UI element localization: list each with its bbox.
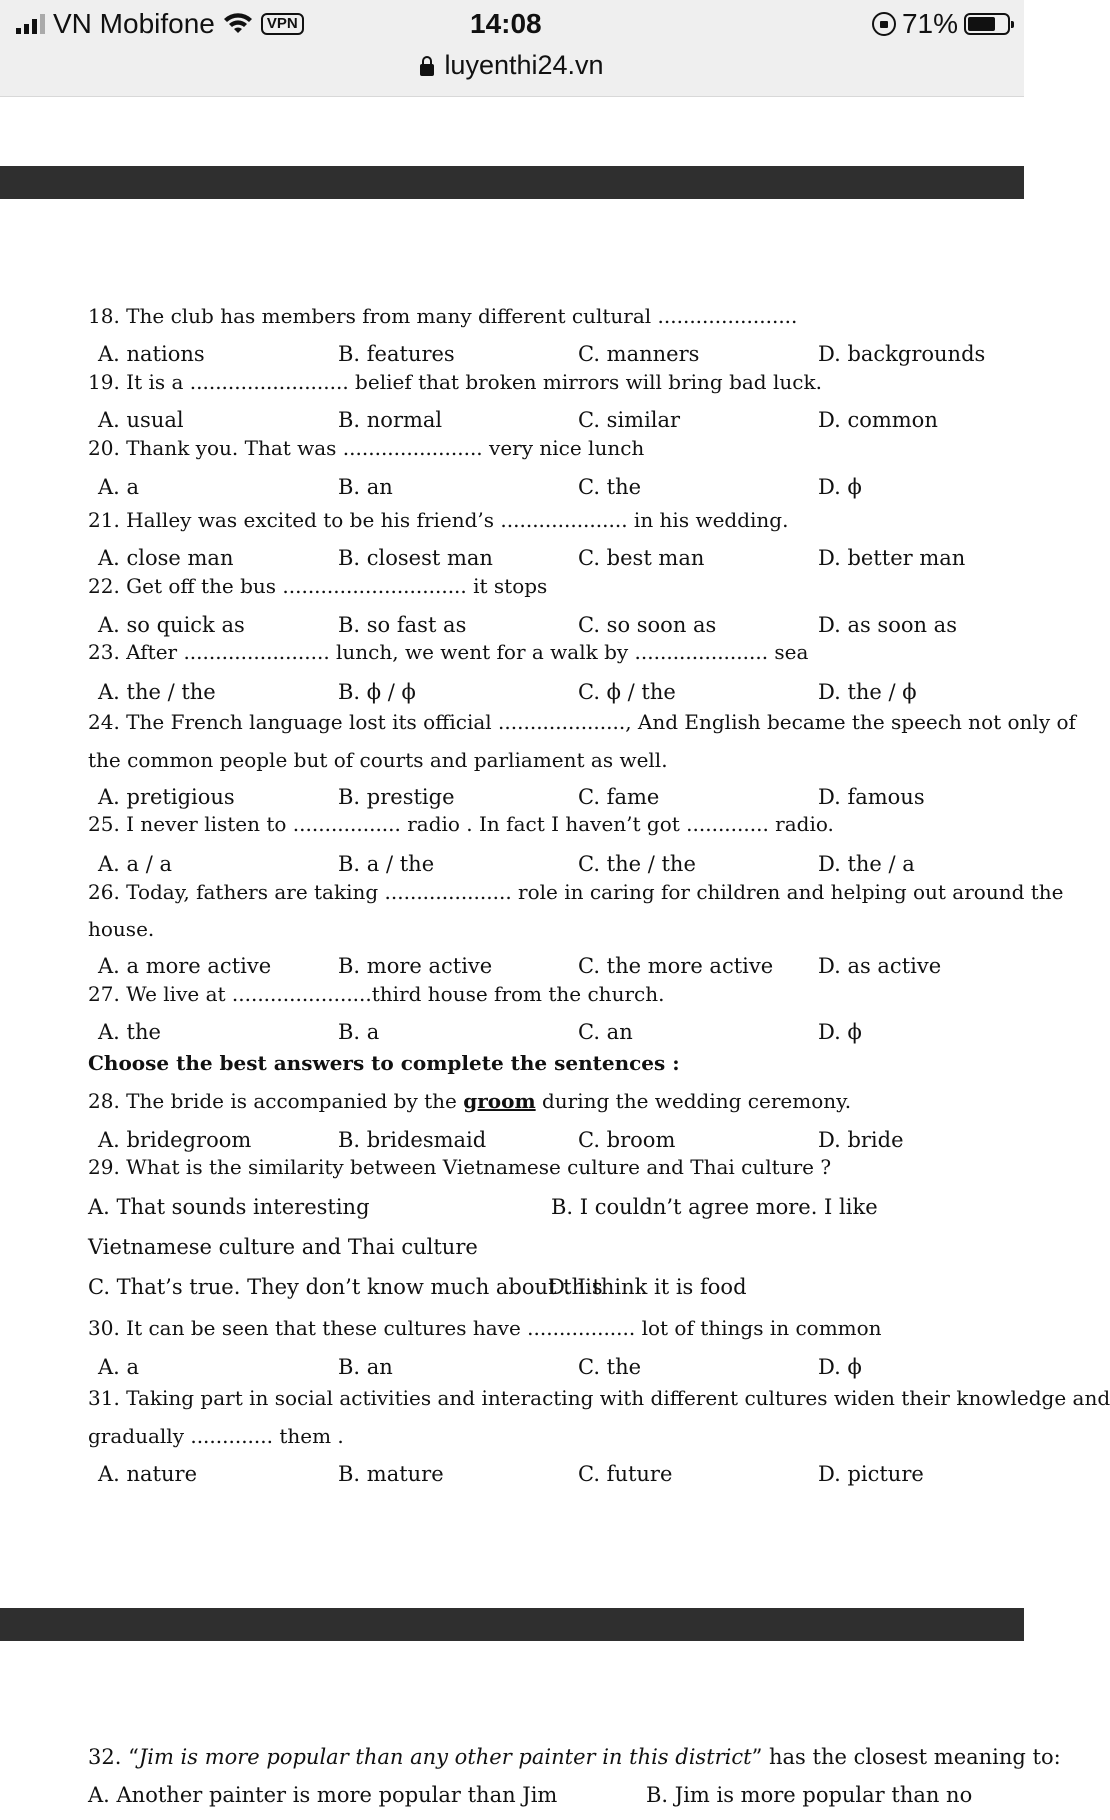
option-b: B. prestige [338,785,455,809]
option-b: B. so fast as [338,613,467,637]
question-text: 18. The club has members from many different cultural ...................... [88,304,798,328]
page-divider [0,1608,1024,1641]
option-c: C. best man [578,546,705,570]
question-text-cont: house. [88,917,155,941]
option-b: B. mature [338,1462,444,1486]
option-b: B. bridesmaid [338,1128,487,1152]
question-text [88,1745,1061,1769]
option-b: B. Jim is more popular than no [646,1783,973,1807]
question-text: 22. Get off the bus ............................. it stops [88,574,548,598]
option-a: A. so quick as [98,613,245,637]
option-b: B. an [338,1355,393,1379]
status-right [872,8,1010,40]
question-text: 30. It can be seen that these cultures have ................. lot of things in common [88,1316,882,1340]
option-c: C. fame [578,785,660,809]
option-c: C. the / the [578,852,696,876]
option-c: C. ϕ / the [578,680,676,704]
option-d: D. better man [818,546,966,570]
question-text: 29. What is the similarity between Vietnamese culture and Thai culture ? [88,1155,832,1179]
section-heading: Choose the best answers to complete the sentences : [88,1051,680,1075]
status-time: 14:08 [470,8,542,39]
option-d: D. ϕ [818,475,862,499]
option-a: A. Another painter is more popular than Jim [88,1783,558,1807]
rotation-lock-icon [872,12,896,36]
option-c: C. the [578,1355,642,1379]
question-text [88,1089,851,1113]
option-d: D. the / a [818,852,915,876]
option-a: A. usual [98,408,184,432]
option-b: B. an [338,475,393,499]
option-b: B. a / the [338,852,435,876]
option-d: D. famous [818,785,925,809]
option-a: A. bridegroom [98,1128,252,1152]
option-b: B. I couldn’t agree more. I like [551,1195,878,1219]
option-c: C. manners [578,342,700,366]
option-a: A. a more active [98,954,272,978]
option-a: A. nature [98,1462,197,1486]
question-text-cont: gradually ............. them . [88,1424,344,1448]
option-d: D. backgrounds [818,342,986,366]
status-left [16,8,304,40]
option-c: C. future [578,1462,673,1486]
question-suffix: ” has the closest meaning to: [751,1745,1061,1769]
address-bar[interactable] [0,50,1024,81]
signal-icon [16,14,45,34]
option-d: D. as active [818,954,942,978]
option-c: C. similar [578,408,681,432]
option-c: C. broom [578,1128,676,1152]
question-text-cont: the common people but of courts and parliament as well. [88,748,668,772]
question-text: 25. I never listen to ................. radio . In fact I haven’t got ............. radio. [88,812,834,836]
question-suffix: during the wedding ceremony. [535,1089,852,1113]
quoted-sentence: Jim is more popular than any other painter in this district [138,1745,752,1769]
option-a: A. the / the [98,680,216,704]
carrier-name: VN Mobifone [53,8,215,39]
battery-percent: 71% [901,8,958,39]
question-text: 24. The French language lost its official ...................., And English became the speech not only of [88,710,1076,734]
vpn-badge: VPN [261,13,304,35]
question-text: 20. Thank you. That was ...................... very nice lunch [88,436,645,460]
option-a: A. close man [98,546,234,570]
option-c: C. an [578,1020,633,1044]
battery-icon [964,13,1010,35]
question-text: 19. It is a ......................... belief that broken mirrors will bring bad luck. [88,370,822,394]
option-d: D. common [818,408,938,432]
option-a: A. a [98,1355,140,1379]
option-d: D. ϕ [818,1020,862,1044]
question-prefix: 28. The bride is accompanied by the [88,1089,464,1113]
option-c: C. the [578,475,642,499]
lock-icon [420,64,434,76]
question-text: 26. Today, fathers are taking .................... role in caring for children and helping out around the [88,880,1064,904]
option-a: A. the [98,1020,161,1044]
status-bar [0,0,1024,97]
question-prefix: 32. “ [88,1745,139,1769]
option-c: C. so soon as [578,613,717,637]
option-b: B. normal [338,408,443,432]
option-a: A. nations [98,342,205,366]
question-text: 27. We live at ......................third house from the church. [88,982,665,1006]
underlined-word: groom [463,1089,536,1113]
question-text: 31. Taking part in social activities and interacting with different cultures widen their knowledge and [88,1386,1110,1410]
option-a: A. pretigious [98,785,235,809]
option-a: A. a / a [98,852,172,876]
option-b-cont: Vietnamese culture and Thai culture [88,1235,478,1259]
option-d: D. I think it is food [548,1275,747,1299]
option-d: D. picture [818,1462,924,1486]
option-b: B. ϕ / ϕ [338,680,416,704]
question-text: 23. After ....................... lunch, we went for a walk by ..................... sea [88,640,809,664]
page-divider [0,166,1024,199]
url-text: luyenthi24.vn [444,50,604,80]
option-d: D. ϕ [818,1355,862,1379]
option-c: C. That’s true. They don’t know much about this [88,1275,603,1299]
option-d: D. bride [818,1128,904,1152]
option-c: C. the more active [578,954,774,978]
question-text: 21. Halley was excited to be his friend’s .................... in his wedding. [88,508,789,532]
option-a: A. That sounds interesting [88,1195,370,1219]
option-b: B. closest man [338,546,493,570]
option-b: B. a [338,1020,380,1044]
wifi-icon [223,13,253,35]
option-d: D. as soon as [818,613,957,637]
option-b: B. more active [338,954,493,978]
option-a: A. a [98,475,140,499]
option-d: D. the / ϕ [818,680,917,704]
option-b: B. features [338,342,455,366]
